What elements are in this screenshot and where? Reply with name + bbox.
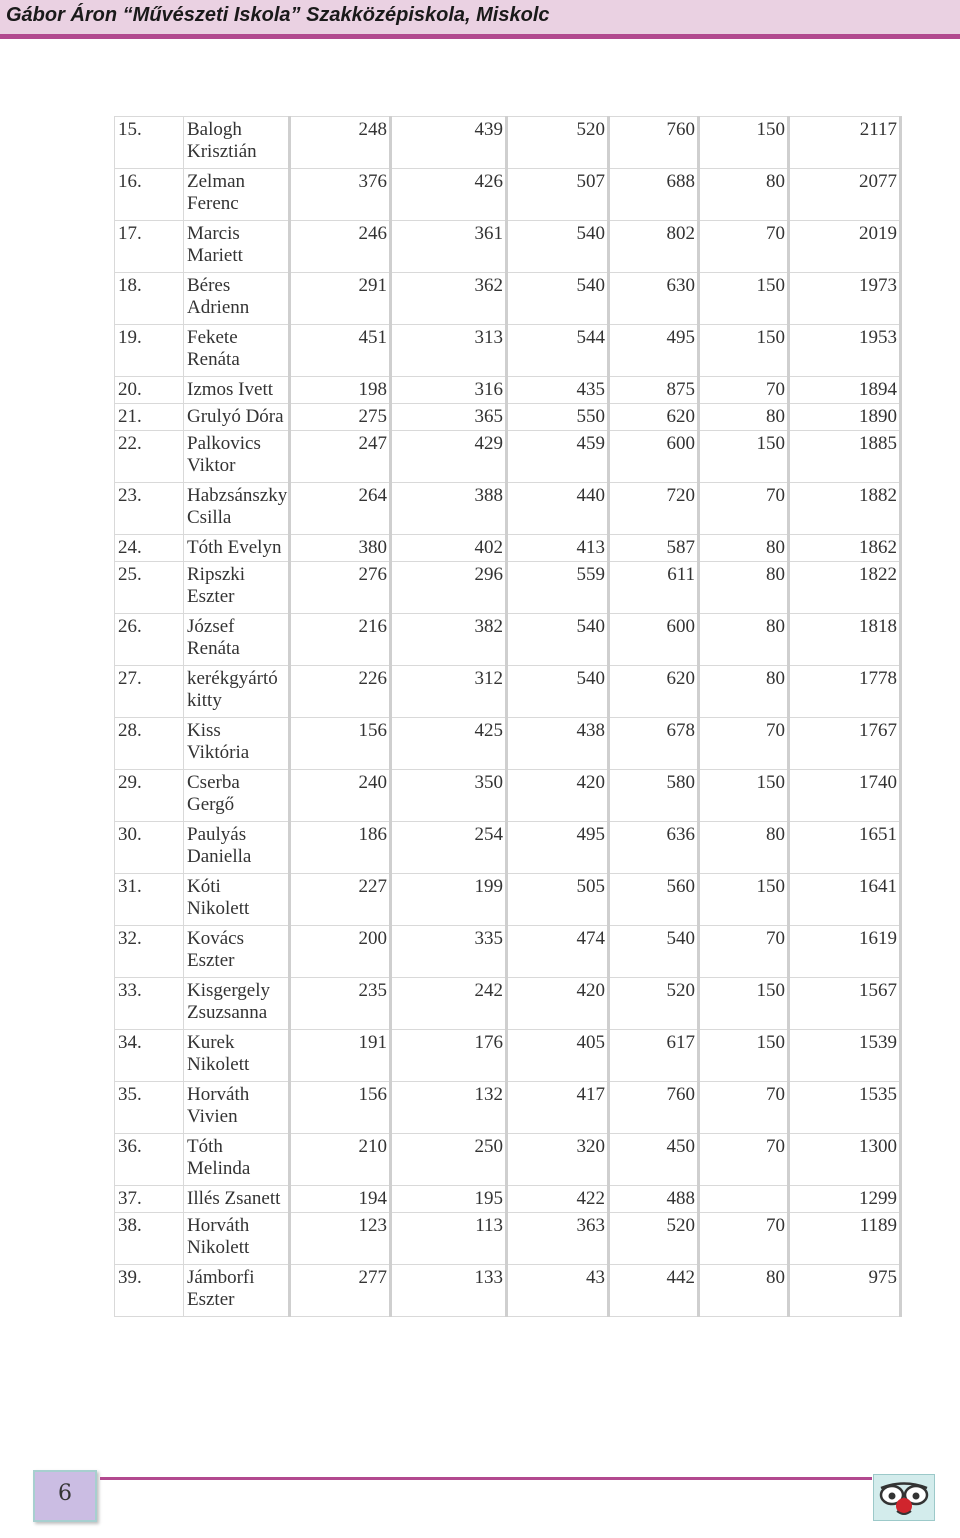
score-cell: 1189 (789, 1213, 901, 1265)
rank-cell: 25. (115, 562, 184, 614)
rank-cell: 29. (115, 770, 184, 822)
name-cell (184, 1030, 290, 1082)
name-line: Csilla (187, 507, 232, 528)
score-cell: 802 (609, 221, 699, 273)
score-cell: 191 (290, 1030, 391, 1082)
table-row (115, 169, 901, 221)
name-cell (184, 666, 290, 718)
score-cell: 417 (507, 1082, 609, 1134)
name-line: Kisgergely (187, 980, 271, 1001)
score-cell: 617 (609, 1030, 699, 1082)
name-line: Kovács (187, 928, 244, 949)
name-line: Viktor (187, 455, 236, 476)
score-cell: 1767 (789, 718, 901, 770)
rank-cell: 22. (115, 431, 184, 483)
score-cell: 1539 (789, 1030, 901, 1082)
score-cell: 520 (507, 117, 609, 169)
score-cell: 1885 (789, 431, 901, 483)
score-cell: 2019 (789, 221, 901, 273)
rank-cell: 20. (115, 377, 184, 404)
header-divider (0, 34, 960, 39)
name-line: Adrienn (187, 297, 250, 318)
score-cell: 296 (391, 562, 507, 614)
rank-cell: 34. (115, 1030, 184, 1082)
name-cell (184, 770, 290, 822)
name-line: Illés Zsanett (187, 1188, 281, 1209)
rank-cell: 30. (115, 822, 184, 874)
name-line: Tóth (187, 1136, 223, 1157)
name-line: Eszter (187, 950, 235, 971)
score-cell: 150 (699, 325, 789, 377)
score-cell: 156 (290, 1082, 391, 1134)
score-cell: 1862 (789, 535, 901, 562)
name-cell (184, 1265, 290, 1317)
score-cell: 720 (609, 483, 699, 535)
score-cell: 540 (507, 666, 609, 718)
score-cell: 2117 (789, 117, 901, 169)
score-cell: 70 (699, 1213, 789, 1265)
score-cell: 1300 (789, 1134, 901, 1186)
score-cell: 1619 (789, 926, 901, 978)
score-cell: 630 (609, 273, 699, 325)
score-cell: 132 (391, 1082, 507, 1134)
name-line: Vivien (187, 1106, 238, 1127)
score-cell: 226 (290, 666, 391, 718)
rank-cell: 37. (115, 1186, 184, 1213)
rank-cell: 31. (115, 874, 184, 926)
name-line: Horváth (187, 1215, 250, 1236)
score-cell: 544 (507, 325, 609, 377)
score-cell: 156 (290, 718, 391, 770)
score-cell: 150 (699, 874, 789, 926)
rank-cell: 19. (115, 325, 184, 377)
name-line: Jámborfi (187, 1267, 255, 1288)
rank-cell: 36. (115, 1134, 184, 1186)
score-cell: 320 (507, 1134, 609, 1186)
score-cell: 276 (290, 562, 391, 614)
score-cell: 587 (609, 535, 699, 562)
page-number-box (33, 1470, 97, 1522)
name-line: Habzsánszky (187, 485, 288, 506)
name-cell (184, 117, 290, 169)
score-cell: 362 (391, 273, 507, 325)
score-cell: 2077 (789, 169, 901, 221)
name-line: Zelman (187, 171, 246, 192)
score-cell: 254 (391, 822, 507, 874)
score-cell: 402 (391, 535, 507, 562)
table-row (115, 325, 901, 377)
theatre-mask-icon (873, 1474, 935, 1521)
score-cell: 176 (391, 1030, 507, 1082)
score-cell: 520 (609, 1213, 699, 1265)
name-line: Gergő (187, 794, 235, 815)
score-cell: 600 (609, 614, 699, 666)
name-line: kerékgyártó (187, 668, 278, 689)
score-cell: 80 (699, 822, 789, 874)
score-cell: 422 (507, 1186, 609, 1213)
table-row (115, 273, 901, 325)
header-band (0, 0, 960, 34)
score-cell: 1890 (789, 404, 901, 431)
name-cell (184, 822, 290, 874)
score-cell: 1778 (789, 666, 901, 718)
table-row (115, 431, 901, 483)
score-cell: 199 (391, 874, 507, 926)
score-cell: 250 (391, 1134, 507, 1186)
name-line: Palkovics (187, 433, 261, 454)
score-cell: 150 (699, 117, 789, 169)
score-cell: 550 (507, 404, 609, 431)
score-cell: 43 (507, 1265, 609, 1317)
score-cell: 277 (290, 1265, 391, 1317)
score-cell: 459 (507, 431, 609, 483)
score-cell: 80 (699, 1265, 789, 1317)
name-line: Zsuzsanna (187, 1002, 268, 1023)
name-line: Marcis (187, 223, 240, 244)
score-cell: 540 (609, 926, 699, 978)
score-cell: 1651 (789, 822, 901, 874)
score-cell: 875 (609, 377, 699, 404)
score-cell: 636 (609, 822, 699, 874)
name-line: Cserba (187, 772, 240, 793)
rank-cell: 15. (115, 117, 184, 169)
score-cell: 438 (507, 718, 609, 770)
score-cell: 429 (391, 431, 507, 483)
score-cell: 80 (699, 562, 789, 614)
name-cell (184, 926, 290, 978)
score-cell: 1818 (789, 614, 901, 666)
name-cell (184, 377, 290, 404)
name-line: Renáta (187, 349, 240, 370)
score-cell: 186 (290, 822, 391, 874)
score-cell: 1535 (789, 1082, 901, 1134)
name-cell (184, 169, 290, 221)
score-cell: 1882 (789, 483, 901, 535)
score-cell: 361 (391, 221, 507, 273)
name-cell (184, 431, 290, 483)
score-cell: 1299 (789, 1186, 901, 1213)
table-row (115, 666, 901, 718)
score-cell: 150 (699, 273, 789, 325)
score-cell: 70 (699, 483, 789, 535)
score-cell: 540 (507, 614, 609, 666)
name-cell (184, 562, 290, 614)
score-cell: 70 (699, 718, 789, 770)
score-cell: 439 (391, 117, 507, 169)
score-cell: 198 (290, 377, 391, 404)
footer-divider (100, 1477, 872, 1480)
name-line: Nikolett (187, 1054, 250, 1075)
name-line: Nikolett (187, 898, 250, 919)
name-line: Kurek (187, 1032, 235, 1053)
score-cell: 70 (699, 926, 789, 978)
score-cell: 275 (290, 404, 391, 431)
score-cell: 246 (290, 221, 391, 273)
score-cell: 240 (290, 770, 391, 822)
score-cell: 123 (290, 1213, 391, 1265)
score-cell: 760 (609, 117, 699, 169)
rank-cell: 28. (115, 718, 184, 770)
score-cell: 442 (609, 1265, 699, 1317)
results-table (114, 116, 902, 1317)
score-cell: 560 (609, 874, 699, 926)
name-line: Béres (187, 275, 231, 296)
score-cell: 382 (391, 614, 507, 666)
name-line: Melinda (187, 1158, 251, 1179)
name-cell (184, 1213, 290, 1265)
score-cell: 80 (699, 169, 789, 221)
name-cell (184, 535, 290, 562)
score-cell: 363 (507, 1213, 609, 1265)
name-cell (184, 1186, 290, 1213)
table-row (115, 874, 901, 926)
name-cell (184, 273, 290, 325)
score-cell: 451 (290, 325, 391, 377)
rank-cell: 23. (115, 483, 184, 535)
score-cell: 150 (699, 770, 789, 822)
score-cell: 80 (699, 404, 789, 431)
score-cell: 760 (609, 1082, 699, 1134)
score-cell: 227 (290, 874, 391, 926)
table-row (115, 117, 901, 169)
score-cell: 350 (391, 770, 507, 822)
score-cell: 200 (290, 926, 391, 978)
score-cell: 242 (391, 978, 507, 1030)
score-cell: 420 (507, 770, 609, 822)
table-row (115, 1213, 901, 1265)
rank-cell: 27. (115, 666, 184, 718)
name-cell (184, 221, 290, 273)
name-line: Ferenc (187, 193, 239, 214)
rank-cell: 21. (115, 404, 184, 431)
score-cell: 1740 (789, 770, 901, 822)
name-line: Krisztián (187, 141, 257, 162)
score-cell: 235 (290, 978, 391, 1030)
table-row (115, 718, 901, 770)
score-cell: 210 (290, 1134, 391, 1186)
score-cell: 1822 (789, 562, 901, 614)
score-cell: 435 (507, 377, 609, 404)
score-cell: 426 (391, 169, 507, 221)
table-row (115, 926, 901, 978)
score-cell: 80 (699, 614, 789, 666)
score-cell: 133 (391, 1265, 507, 1317)
score-cell: 80 (699, 666, 789, 718)
table-row (115, 1082, 901, 1134)
score-cell: 1973 (789, 273, 901, 325)
score-cell: 264 (290, 483, 391, 535)
rank-cell: 35. (115, 1082, 184, 1134)
score-cell: 580 (609, 770, 699, 822)
score-cell: 495 (507, 822, 609, 874)
name-line: Daniella (187, 846, 252, 867)
score-cell: 70 (699, 377, 789, 404)
score-cell: 70 (699, 1082, 789, 1134)
name-line: Fekete (187, 327, 238, 348)
rank-cell: 33. (115, 978, 184, 1030)
score-cell: 1894 (789, 377, 901, 404)
score-cell: 316 (391, 377, 507, 404)
rank-cell: 39. (115, 1265, 184, 1317)
score-cell: 291 (290, 273, 391, 325)
name-line: Balogh (187, 119, 242, 140)
name-line: József (187, 616, 235, 637)
score-cell: 405 (507, 1030, 609, 1082)
score-cell: 425 (391, 718, 507, 770)
name-line: Grulyó Dóra (187, 406, 284, 427)
score-cell: 495 (609, 325, 699, 377)
page-number: 6 (58, 1481, 72, 1506)
score-cell: 376 (290, 169, 391, 221)
name-line: Viktória (187, 742, 250, 763)
score-cell: 450 (609, 1134, 699, 1186)
page-header-title: Gábor Áron “Művészeti Iskola” Szakközépiskola, Miskolc (6, 4, 550, 26)
score-cell: 80 (699, 535, 789, 562)
score-cell: 150 (699, 978, 789, 1030)
rank-cell: 26. (115, 614, 184, 666)
score-cell: 1641 (789, 874, 901, 926)
score-cell: 620 (609, 666, 699, 718)
table-row (115, 535, 901, 562)
name-line: Mariett (187, 245, 243, 266)
rank-cell: 24. (115, 535, 184, 562)
rank-cell: 16. (115, 169, 184, 221)
name-line: Horváth (187, 1084, 250, 1105)
name-cell (184, 614, 290, 666)
table-row (115, 404, 901, 431)
score-cell: 975 (789, 1265, 901, 1317)
table-row (115, 1186, 901, 1213)
score-cell: 688 (609, 169, 699, 221)
score-cell: 365 (391, 404, 507, 431)
score-cell: 559 (507, 562, 609, 614)
score-cell: 420 (507, 978, 609, 1030)
score-cell: 1953 (789, 325, 901, 377)
name-line: Eszter (187, 1289, 235, 1310)
table-row (115, 822, 901, 874)
score-cell: 440 (507, 483, 609, 535)
table-row (115, 1265, 901, 1317)
score-cell: 488 (609, 1186, 699, 1213)
name-line: Izmos Ivett (187, 379, 274, 400)
table-row (115, 978, 901, 1030)
name-cell (184, 978, 290, 1030)
name-line: kitty (187, 690, 222, 711)
table-row (115, 221, 901, 273)
table-row (115, 1134, 901, 1186)
score-cell: 313 (391, 325, 507, 377)
rank-cell: 17. (115, 221, 184, 273)
name-line: Kóti (187, 876, 221, 897)
table-row (115, 562, 901, 614)
name-line: Paulyás (187, 824, 247, 845)
score-cell: 520 (609, 978, 699, 1030)
table-row (115, 770, 901, 822)
name-line: Kiss (187, 720, 221, 741)
score-cell: 611 (609, 562, 699, 614)
table-row (115, 483, 901, 535)
name-cell (184, 874, 290, 926)
score-cell: 194 (290, 1186, 391, 1213)
score-cell: 507 (507, 169, 609, 221)
score-cell: 248 (290, 117, 391, 169)
name-cell (184, 1082, 290, 1134)
score-cell: 195 (391, 1186, 507, 1213)
name-line: Renáta (187, 638, 240, 659)
score-cell (699, 1186, 789, 1213)
name-cell (184, 1134, 290, 1186)
score-cell: 247 (290, 431, 391, 483)
name-line: Tóth Evelyn (187, 537, 282, 558)
name-cell (184, 325, 290, 377)
score-cell: 1567 (789, 978, 901, 1030)
score-cell: 678 (609, 718, 699, 770)
name-cell (184, 483, 290, 535)
name-line: Eszter (187, 586, 235, 607)
score-cell: 113 (391, 1213, 507, 1265)
rank-cell: 38. (115, 1213, 184, 1265)
score-cell: 388 (391, 483, 507, 535)
name-cell (184, 404, 290, 431)
score-cell: 540 (507, 273, 609, 325)
score-cell: 600 (609, 431, 699, 483)
score-cell: 413 (507, 535, 609, 562)
rank-cell: 18. (115, 273, 184, 325)
score-cell: 620 (609, 404, 699, 431)
table-row (115, 1030, 901, 1082)
rank-cell: 32. (115, 926, 184, 978)
score-cell: 150 (699, 431, 789, 483)
score-cell: 335 (391, 926, 507, 978)
score-cell: 540 (507, 221, 609, 273)
table-row (115, 614, 901, 666)
table-row (115, 377, 901, 404)
score-cell: 312 (391, 666, 507, 718)
score-cell: 505 (507, 874, 609, 926)
score-cell: 474 (507, 926, 609, 978)
score-cell: 150 (699, 1030, 789, 1082)
score-cell: 380 (290, 535, 391, 562)
name-line: Ripszki (187, 564, 246, 585)
name-cell (184, 718, 290, 770)
name-line: Nikolett (187, 1237, 250, 1258)
score-cell: 216 (290, 614, 391, 666)
score-cell: 70 (699, 1134, 789, 1186)
score-cell: 70 (699, 221, 789, 273)
